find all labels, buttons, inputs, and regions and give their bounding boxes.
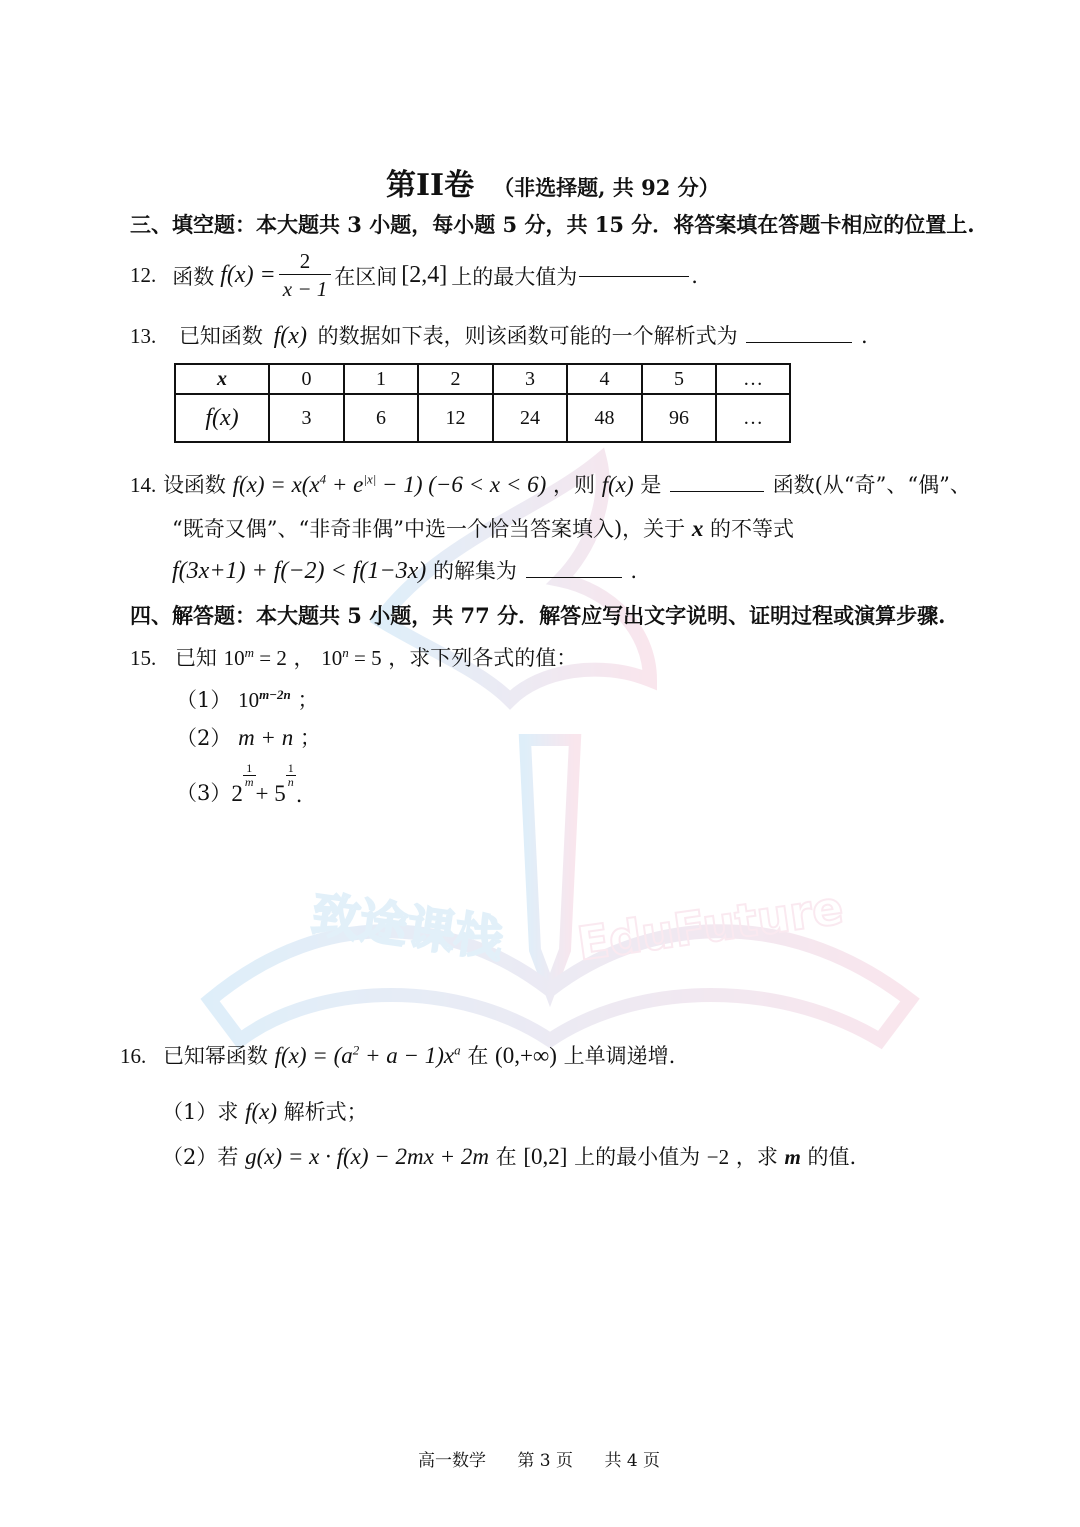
paper-title: 第II卷	[386, 168, 475, 203]
q13-pre: 已知函数	[178, 324, 263, 348]
q14-func2: f(x)	[601, 472, 634, 497]
q16-p1-post: 解析式；	[283, 1100, 368, 1124]
table-cell: …	[716, 394, 790, 442]
q16-interval: (0,+∞)	[495, 1043, 557, 1068]
paper-header	[386, 160, 720, 204]
q15-cond1: $10^m = 2$	[223, 645, 287, 670]
q16-part-2	[162, 1141, 856, 1171]
q15-part-3	[176, 762, 302, 807]
paper-subtitle: （非选择题, 共 92 分）	[493, 175, 720, 200]
question-16	[120, 1040, 675, 1070]
q13-data-table	[174, 363, 791, 443]
q14-line2: “既奇又偶”、“非奇非偶”中选一个恰当答案填入)，关于	[172, 517, 686, 541]
q15-p3-base1: 2	[231, 781, 243, 806]
table-cell: 4	[567, 364, 642, 394]
watermark-logo	[180, 340, 940, 1100]
q12-func: f(x) =	[220, 262, 276, 288]
table-cell: 5	[642, 364, 716, 394]
q15-p3-exp2: $\frac{1}{n}$	[287, 761, 294, 789]
q14-line3-post: 的解集为	[432, 559, 517, 583]
table-row-fx	[175, 394, 790, 442]
question-14-line3	[172, 555, 637, 585]
table-cell: …	[716, 364, 790, 394]
q12-fraction	[279, 248, 332, 303]
footer-subject: 高一数学	[418, 1451, 486, 1471]
q12-mid: 在区间	[334, 264, 398, 289]
q16-p1-func: f(x)	[245, 1099, 277, 1124]
table-cell: 1	[344, 364, 418, 394]
book-icon	[210, 931, 910, 1040]
q15-p3-exp1: $\frac{1}{m}$	[244, 761, 254, 789]
q15-sep: ，	[293, 646, 315, 670]
q16-part-1	[162, 1096, 368, 1126]
table-cell: 48	[567, 394, 642, 442]
q12-frac-num: 2	[299, 249, 311, 273]
q16-p2-interval: [0,2]	[523, 1144, 568, 1169]
q15-pre: 已知	[174, 646, 217, 670]
table-cell: 0	[269, 364, 344, 394]
q14-post3: 函数(从“奇”、“偶”、	[772, 473, 971, 497]
q16-post: 上单调递增.	[563, 1044, 676, 1068]
q14-func: $f(x) = x(x^4 + e^{|x|} - 1) (-6 < x < 6)$	[232, 471, 547, 497]
section-3-heading: 三、填空题：本大题共 3 小题，每小题 5 分，共 15 分．将答案填在答题卡相应的位置上.	[130, 212, 975, 237]
q12-interval: [2,4]	[401, 262, 448, 288]
question-13	[130, 320, 868, 350]
q16-p2-post: 上的最小值为	[574, 1145, 701, 1169]
q13-end: .	[861, 324, 868, 348]
watermark-en: EduFuture	[574, 880, 847, 971]
q14-post2: 是	[640, 473, 662, 497]
table-cell: 24	[493, 394, 567, 442]
q16-func: $f(x) = (a^2 + a - 1)x^a$	[274, 1042, 461, 1068]
q16-p2-post2: ，求	[735, 1145, 778, 1169]
section-4-heading: 四、解答题：本大题共 5 小题，共 77 分．解答应写出文字说明、证明过程或演算步骤.	[130, 603, 946, 628]
table-cell: 12	[418, 394, 493, 442]
q15-p3-label: （3）	[176, 781, 232, 805]
q12-frac-den: x − 1	[279, 274, 332, 303]
q13-post: 的数据如下表，则该函数可能的一个解析式为	[317, 324, 738, 348]
q12-answer-blank[interactable]	[579, 275, 689, 277]
q16-p1-label: （1）求	[162, 1100, 239, 1124]
q13-answer-blank[interactable]	[746, 341, 852, 343]
q14-post1: ，则	[553, 473, 596, 497]
q14-inequality: f(3x+1) + f(−2) < f(1−3x)	[172, 558, 427, 584]
question-14-line1	[130, 469, 971, 499]
table-cell: 2	[418, 364, 493, 394]
footer-total: 共 4 页	[604, 1451, 661, 1471]
q16-p2-label: （2）若	[162, 1145, 239, 1169]
q12-end: .	[691, 263, 698, 288]
q15-p1-expr: $10^{m-2n}$	[238, 687, 291, 712]
q16-p2-val: −2	[706, 1145, 730, 1169]
q15-p2-expr: m + n	[238, 725, 294, 750]
q15-p1-label: （1）	[176, 688, 232, 712]
table-cell: 3	[493, 364, 567, 394]
q14-line2-end: 的不等式	[710, 517, 795, 541]
q15-p3-plus: + 5	[255, 781, 286, 806]
q15-p3-end: .	[295, 783, 303, 807]
q14-answer-blank-2[interactable]	[526, 576, 622, 578]
q14-var-x: x	[691, 516, 704, 541]
q16-p2-expr: g(x) = x · f(x) − 2mx + 2m	[245, 1144, 489, 1169]
page-footer	[418, 1446, 660, 1471]
q15-part-1	[176, 684, 318, 714]
q13-number: 13.	[130, 324, 157, 348]
q15-cond2: $10^n = 5$	[321, 645, 382, 670]
q14-end: .	[630, 559, 637, 583]
q15-part-2	[176, 722, 321, 752]
pen-icon	[525, 740, 575, 990]
q15-post: ，求下列各式的值：	[388, 646, 578, 670]
q16-p2-mid: 在	[495, 1145, 517, 1169]
q16-mid2: 在	[467, 1044, 489, 1068]
table-cell: 6	[344, 394, 418, 442]
question-14-line2	[172, 513, 794, 543]
q15-p2-label: （2）	[176, 726, 232, 750]
watermark-cn: 致途课栈	[308, 886, 507, 969]
q16-number: 16.	[120, 1044, 147, 1068]
q16-p2-end: 的值.	[807, 1145, 857, 1169]
q12-post: 上的最大值为	[451, 264, 578, 289]
q14-pre: 设函数	[162, 473, 226, 497]
table-header-fx: f(x)	[175, 394, 269, 442]
q12-pre: 函数	[172, 264, 215, 289]
q16-p2-var: m	[784, 1145, 801, 1169]
q14-number: 14.	[130, 473, 157, 497]
q13-func: f(x)	[273, 323, 307, 349]
question-12	[130, 248, 698, 303]
q14-answer-blank-1[interactable]	[670, 490, 764, 492]
table-cell: 96	[642, 394, 716, 442]
q15-p2-end: ；	[299, 726, 321, 750]
q15-number: 15.	[130, 646, 157, 670]
footer-page: 第 3 页	[517, 1451, 574, 1471]
table-cell: 3	[269, 394, 344, 442]
table-row-x	[175, 364, 790, 394]
table-header-x: x	[175, 364, 269, 394]
q16-pre: 已知幂函数	[162, 1044, 268, 1068]
q12-number: 12.	[130, 263, 157, 287]
question-15	[130, 642, 577, 672]
q15-p1-end: ；	[297, 688, 319, 712]
